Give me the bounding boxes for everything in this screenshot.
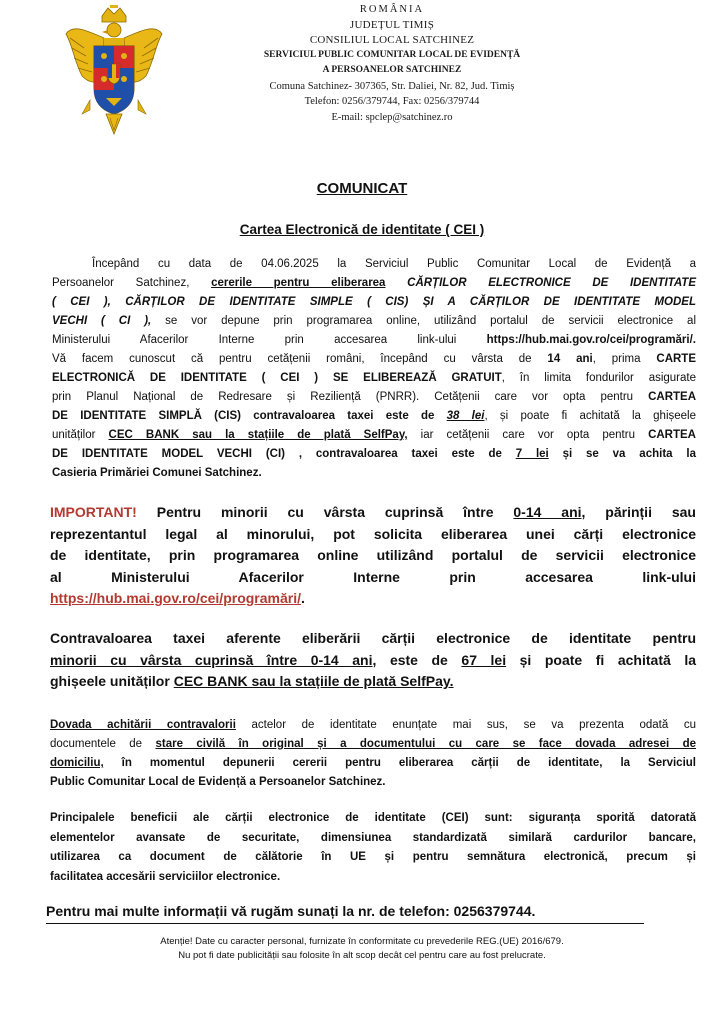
text: facilitatea accesării serviciilor electronice. — [50, 870, 281, 883]
p4-line — [50, 716, 696, 735]
paragraph-minor-fee — [50, 628, 696, 693]
portal-link[interactable]: https://hub.mai.gov.ro/cei/programări/. — [486, 334, 696, 346]
text: Persoanelor Satchinez, — [52, 277, 212, 289]
p3-line — [50, 628, 696, 650]
text-emphasis: DE IDENTITATE MODEL VECHI (CI) , contravaloarea taxei este de — [52, 448, 516, 460]
text: ghișeele unităților — [50, 673, 174, 689]
p5-line — [50, 829, 696, 849]
text: actelor de identitate enunțate mai sus, se va prezenta odată cu — [235, 719, 697, 731]
text-emphasis: CĂRȚILOR ELECTRONICE DE IDENTITATE — [385, 277, 696, 289]
p1-line — [52, 274, 696, 293]
text: , este de — [372, 651, 462, 668]
text: de identitate, prin programarea online utilizând portalul de servicii electronice — [50, 547, 696, 563]
text: Contravaloarea taxei aferente eliberării cărții electronice de identitate pentru — [50, 630, 696, 646]
p1-line — [52, 369, 696, 388]
letterhead-phone-fax: Telefon: 0256/379744, Fax: 0256/379744 — [304, 96, 480, 107]
p1-line — [52, 388, 696, 407]
paragraph-announcement — [52, 255, 696, 483]
text-emphasis: cererile pentru eliberarea — [211, 277, 386, 289]
letterhead-address: Comuna Satchinez- 307365, Str. Daliei, Nr. 82, Jud. Timiș — [269, 81, 515, 92]
text-emphasis: VECHI ( CI ), — [52, 315, 152, 327]
text-emphasis: minorii cu vârsta cuprinsă între 0-14 ani — [50, 651, 373, 668]
contact-line — [46, 903, 696, 919]
p5-line — [50, 809, 696, 829]
p1-line — [52, 293, 696, 312]
text: , prima — [592, 353, 657, 365]
text-emphasis: CARTE — [656, 353, 697, 365]
p3-line — [50, 650, 696, 672]
letterhead-council: CONSILIUL LOCAL SATCHINEZ — [309, 34, 475, 46]
letterhead-service-line2: A PERSOANELOR SATCHINEZ — [322, 65, 462, 75]
text: elementelor avansate de securitate, dimensiunea standardizată similară cardurilor bancare, — [50, 831, 696, 844]
document-subtitle: Cartea Electronică de identitate ( CEI ) — [239, 222, 485, 237]
text: Vă facem cunoscut că pentru cetățenii români, începând cu vârsta de — [52, 353, 548, 365]
text: al Ministerului Afacerilor Interne prin accesarea link-ului — [50, 568, 696, 585]
text-emphasis: și se va achita la — [548, 448, 696, 460]
letterhead-service-line1: SERVICIUL PUBLIC COMUNITAR LOCAL DE EVIDENȚĂ — [263, 50, 521, 60]
text: iar cetățenii care vor opta pentru — [407, 429, 649, 441]
price-ci: 7 lei — [515, 448, 549, 460]
price-minor: 67 lei — [461, 651, 507, 668]
p2-line — [50, 524, 696, 546]
p1-line — [52, 407, 696, 426]
text: Public Comunitar Local de Evidență a Persoanelor Satchinez. — [50, 776, 386, 788]
letterhead-county: JUDEȚUL TIMIȘ — [349, 19, 435, 31]
text-emphasis: stare civilă în original și a documentului cu care se face dovada adresei de — [155, 738, 696, 750]
text-emphasis: Casieria Primăriei Comunei Satchinez. — [52, 467, 262, 479]
contact-underline — [46, 923, 644, 924]
text: . — [301, 590, 305, 606]
text: , părinții sau — [581, 504, 696, 520]
text-emphasis: CARTEA — [648, 391, 696, 403]
text: documentele de — [50, 738, 156, 750]
portal-link[interactable]: https://hub.mai.gov.ro/cei/programări/ — [50, 590, 301, 606]
document-title: COMUNICAT — [316, 180, 408, 197]
letterhead-email: E-mail: spclep@satchinez.ro — [331, 112, 453, 123]
paragraph-payment-proof — [50, 716, 696, 792]
p1-line — [52, 426, 696, 445]
text-emphasis: DE IDENTITATE SIMPLĂ (CIS) contravaloarea taxei este de — [52, 410, 447, 422]
text-emphasis: ELECTRONICĂ DE IDENTITATE ( CEI ) SE ELIBEREAZĂ GRATUIT — [52, 372, 502, 384]
text: Pentru minorii cu vârsta cuprinsă între — [136, 504, 514, 520]
contact-text: Pentru mai multe informații vă rugăm sunați la nr. de telefon: 0256379744. — [46, 903, 536, 919]
text: Ministerului Afacerilor Interne prin accesarea link-ului — [52, 334, 487, 346]
p1-line — [52, 445, 696, 464]
p1-line — [52, 350, 696, 369]
text-emphasis: Dovada achitării contravalorii — [50, 719, 236, 731]
text-emphasis: domiciliu, — [50, 757, 104, 769]
p2-line — [50, 502, 696, 524]
text: unităților — [52, 429, 109, 441]
text: prin Planul Național de Redresare și Reziliență (PNRR). Cetățenii care vor opta pentru — [52, 391, 649, 403]
text: Începând cu data de 04.06.2025 la Serviciul Public Comunitar Local de Evidență a — [92, 258, 696, 270]
p2-line — [50, 588, 696, 610]
text-emphasis: 14 ani — [547, 353, 593, 365]
text: , în limita fondurilor asigurate — [501, 372, 697, 384]
letterhead-country: ROMÂNIA — [359, 4, 425, 15]
text-emphasis: 0-14 ani — [513, 504, 582, 520]
p1-line — [52, 464, 696, 483]
text-emphasis: CEC BANK sau la stațiile de plată SelfPay, — [108, 429, 408, 441]
p1-line — [52, 331, 696, 350]
p1-line — [52, 255, 696, 274]
price-cis: 38 lei — [446, 410, 485, 422]
text: se vor depune prin programarea online, utilizând portalul de servicii electronice al — [151, 315, 696, 327]
text: Principalele beneficii ale cărții electronice de identitate (CEI) sunt: siguranța sporită datorată — [50, 812, 696, 824]
romania-coat-of-arms-icon — [64, 4, 164, 144]
p5-line — [50, 868, 696, 888]
text: în momentul depunerii cererii pentru eliberarea cărții de identitate, la Serviciul — [103, 757, 696, 769]
text: reprezentantul legal al minorului, pot solicita eliberarea unei cărți electronice — [50, 525, 696, 542]
p2-line — [50, 567, 696, 589]
text: , și poate fi achitată la ghișeele — [484, 410, 696, 422]
p4-line — [50, 754, 696, 773]
text-emphasis: CEC BANK sau la stațiile de plată SelfPay. — [173, 673, 454, 689]
p4-line — [50, 773, 696, 792]
p5-line — [50, 848, 696, 868]
paragraph-benefits — [50, 809, 696, 887]
text: și poate fi achitată la — [506, 651, 696, 668]
important-label: IMPORTANT! — [50, 504, 137, 520]
gdpr-notice-line1: Atenție! Date cu caracter personal, furnizate în conformitate cu prevederile REG.(UE) 2016/679. — [160, 936, 564, 947]
text: utilizarea ca document de călătorie în UE și pentru semnătura electronică, precum și — [50, 851, 696, 863]
paragraph-important — [50, 502, 696, 610]
text-emphasis: ( CEI ), CĂRȚILOR DE IDENTITATE SIMPLE ( CIS) ȘI A CĂRȚILOR DE IDENTITATE MODEL — [52, 296, 696, 308]
p4-line — [50, 735, 696, 754]
p3-line — [50, 671, 696, 693]
gdpr-notice-line2: Nu pot fi date publicității sau folosite în alt scop decât cel pentru care au fost prelucrate. — [178, 950, 546, 961]
p1-line — [52, 312, 696, 331]
text-emphasis: CARTEA — [648, 429, 696, 441]
p2-line — [50, 545, 696, 567]
